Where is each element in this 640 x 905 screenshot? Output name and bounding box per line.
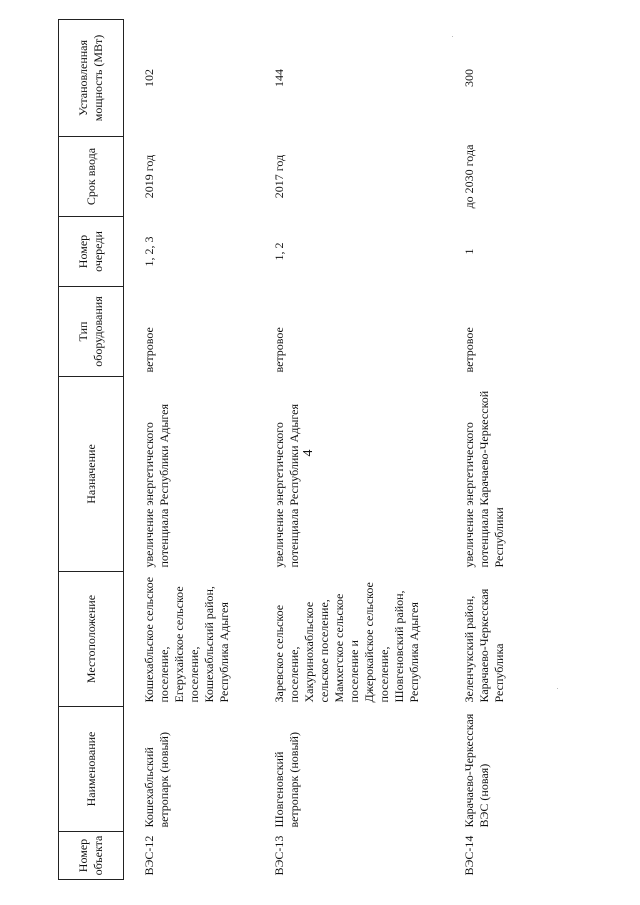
cell-stage: 1	[461, 248, 476, 255]
cell-capacity: 144	[271, 69, 286, 87]
cell-location: Кошехабльское сельское поселение, Егерухайское сельское поселение, Кошехабльский район, Республика Адыгея	[142, 576, 231, 703]
header-number: Номер объекта	[59, 832, 124, 880]
cell-equipment: ветровое	[461, 327, 476, 373]
cell-stage: 1, 2, 3	[142, 236, 156, 267]
rotated-table-container	[58, 20, 532, 880]
footer-doc-code	[0, 806, 2, 866]
cell-equipment: ветровое	[142, 327, 156, 373]
cell-name: Карачаево-Черкесская ВЭС (новая)	[461, 713, 491, 828]
header-equipment: Тип оборудования	[59, 287, 124, 377]
header-stage: Номер очереди	[59, 217, 124, 287]
scan-speck	[557, 688, 558, 689]
cell-name: Шовгеновский ветропарк (новый)	[271, 732, 301, 828]
cell-capacity: 300	[461, 69, 476, 87]
cell-term: 2017 год	[271, 154, 286, 199]
table-header-row	[59, 20, 124, 880]
cell-number: ВЭС-14	[461, 835, 476, 876]
header-capacity: Установленная мощность (МВт)	[59, 20, 124, 137]
cell-capacity: 102	[142, 69, 156, 87]
table-row	[254, 20, 444, 880]
cell-stage: 1, 2	[271, 242, 286, 261]
table-row	[444, 20, 534, 880]
cell-location: Заревское сельское поселение, Хакуринохабльское сельское поселение, Мамхегское сельское поселение и Джерокайское сельское поселение, Шовгеновский район, Республика Адыгея	[271, 582, 421, 703]
cell-purpose: увеличение энергетического потенциала Республики Адыгея	[142, 404, 171, 568]
cell-term: 2019 год	[142, 154, 156, 199]
cell-number: ВЭС-12	[142, 835, 156, 876]
header-term: Срок ввода	[59, 137, 124, 217]
header-purpose: Назначение	[59, 377, 124, 572]
header-location: Местоположение	[59, 572, 124, 707]
header-name: Наименование	[59, 707, 124, 832]
cell-name: Кошехабльский ветропарк (новый)	[142, 732, 171, 828]
cell-equipment: ветровое	[271, 327, 286, 373]
table-row	[124, 20, 254, 880]
cell-term: до 2030 года	[461, 144, 476, 209]
cell-location: Зеленчукский район, Карачаево-Черкесская Республика	[461, 588, 506, 703]
page-number: 4	[301, 449, 316, 457]
scan-speck	[452, 36, 453, 37]
objects-table	[58, 19, 534, 880]
cell-purpose: увеличение энергетического потенциала Республики Адыгея	[271, 404, 301, 568]
cell-purpose: увеличение энергетического потенциала Карачаево-Черкесской Республики	[461, 390, 506, 568]
cell-number: ВЭС-13	[271, 835, 286, 876]
